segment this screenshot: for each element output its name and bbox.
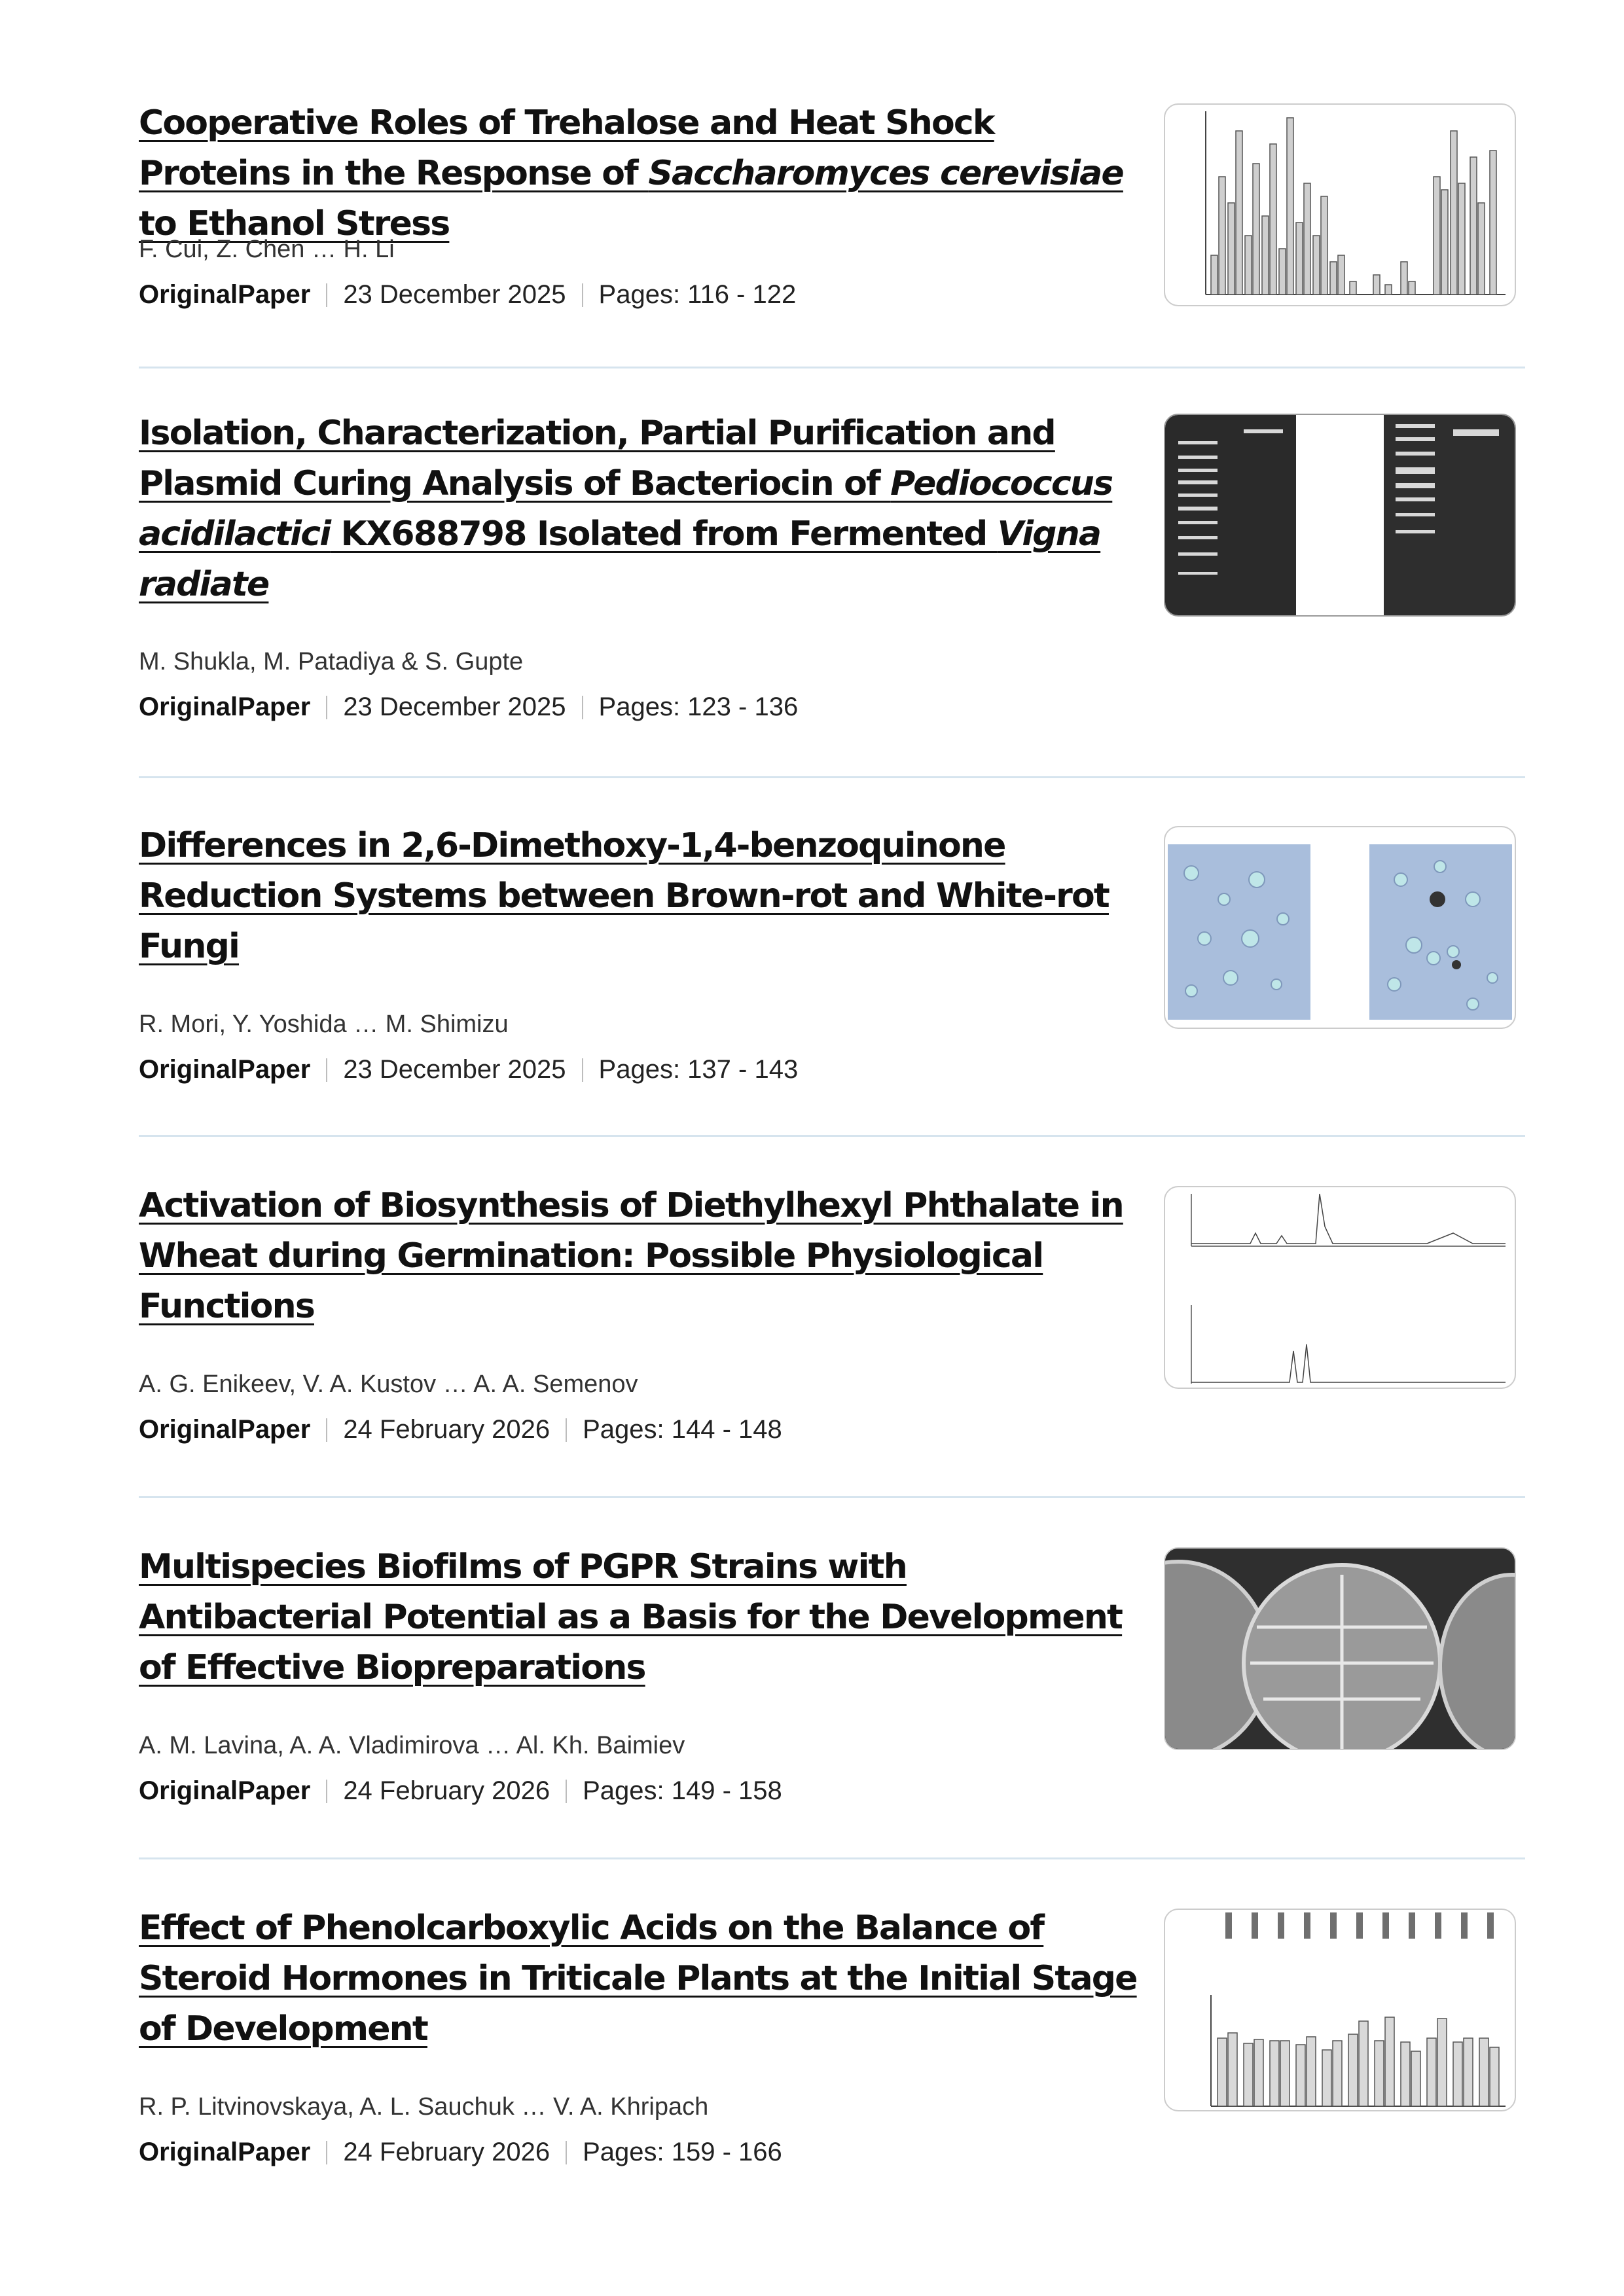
article-title[interactable] [139,1181,1147,1332]
meta-separator [566,1418,567,1442]
chromatogram-figure-icon [1165,1187,1515,1388]
article-date: 24 February 2026 [343,1415,550,1444]
article-item [139,408,1525,736]
article-authors: F. Cui, Z. Chen … H. Li [139,236,395,263]
article-date: 23 December 2025 [343,692,566,721]
article-thumbnail[interactable] [1164,826,1516,1029]
meta-separator [582,696,583,719]
article-title[interactable] [139,1903,1147,2054]
article-type: OriginalPaper [139,692,311,721]
article-type: OriginalPaper [139,1055,311,1084]
title-segment: Differences in 2,6-Dimethoxy-1,4-benzoquinone Reduction Systems between Brown-rot and White-rot Fungi [139,826,1109,966]
article-thumbnail[interactable] [1164,1186,1516,1389]
article-title[interactable] [139,98,1147,249]
article-authors: M. Shukla, M. Patadiya & S. Gupte [139,648,524,675]
article-pages: Pages: 149 - 158 [583,1776,782,1805]
title-segment: Activation of Biosynthesis of Diethylhexyl Phthalate in Wheat during Germination: Possible Physiological Functions [139,1186,1123,1326]
article-type: OriginalPaper [139,2138,311,2166]
article-title[interactable] [139,1542,1147,1693]
article-title-link[interactable] [139,1186,1123,1326]
meta-separator [566,1780,567,1803]
article-divider [139,1496,1525,1498]
article-pages: Pages: 159 - 166 [583,2138,782,2166]
article-thumbnail[interactable] [1164,1909,1516,2111]
bar-chart-figure-icon [1165,105,1515,305]
article-authors: A. G. Enikeev, V. A. Kustov … A. A. Semenov [139,1371,638,1398]
petri-dish-photo-icon [1165,1549,1515,1749]
title-segment: Effect of Phenolcarboxylic Acids on the Balance of Steroid Hormones in Triticale Plants at the Initial Stage of Development [139,1909,1137,2049]
title-italic-segment: Vigna radiate [139,514,1101,604]
article-meta [139,692,798,722]
article-authors: R. P. Litvinovskaya, A. L. Sauchuk … V. A. Khripach [139,2093,709,2121]
meta-separator [582,283,583,307]
article-divider [139,776,1525,778]
article-pages: Pages: 144 - 148 [583,1415,782,1444]
article-title-link[interactable] [139,826,1109,966]
meta-separator [326,283,327,307]
meta-separator [566,2141,567,2164]
article-pages: Pages: 137 - 143 [598,1055,799,1084]
article-date: 23 December 2025 [343,1055,566,1084]
article-item [139,821,1525,1096]
article-divider [139,1857,1525,1859]
meta-separator [326,1418,327,1442]
article-type: OriginalPaper [139,1776,311,1805]
article-date: 24 February 2026 [343,2138,550,2166]
article-meta [139,2138,782,2167]
meta-separator [326,696,327,719]
article-title-link[interactable] [139,103,1123,243]
gel-electrophoresis-figure-icon [1165,415,1515,615]
article-thumbnail[interactable] [1164,1547,1516,1750]
article-authors: R. Mori, Y. Yoshida … M. Shimizu [139,1011,509,1038]
title-segment: KX688798 Isolated from Fermented [330,514,998,554]
article-meta [139,280,796,310]
meta-separator [582,1058,583,1082]
bar-chart-figure-icon [1165,1910,1515,2110]
article-meta [139,1415,782,1444]
meta-separator [326,1780,327,1803]
article-divider [139,367,1525,368]
article-title[interactable] [139,821,1147,972]
title-segment: to Ethanol Stress [139,204,450,243]
article-item [139,1903,1525,2178]
article-meta [139,1055,798,1085]
article-item [139,1181,1525,1456]
article-pages: Pages: 116 - 122 [598,280,797,309]
title-segment: Cooperative Roles of Trehalose and Heat Shock Proteins in the Response of [139,103,994,193]
meta-separator [326,1058,327,1082]
article-divider [139,1135,1525,1137]
article-item [139,1542,1525,1817]
article-title[interactable] [139,408,1147,610]
article-title-link[interactable] [139,414,1112,604]
article-date: 23 December 2025 [343,280,566,309]
article-title-link[interactable] [139,1547,1122,1687]
title-italic-segment: Saccharomyces cerevisiae [648,154,1123,193]
article-date: 24 February 2026 [343,1776,550,1805]
article-item [139,98,1525,321]
article-meta [139,1776,782,1806]
article-authors: A. M. Lavina, A. A. Vladimirova … Al. Kh. Baimiev [139,1732,685,1759]
title-segment: Isolation, Characterization, Partial Purification and Plasmid Curing Analysis of Bacteriocin of [139,414,1055,503]
article-thumbnail[interactable] [1164,414,1516,617]
microscopy-figure-icon [1165,827,1515,1028]
article-type: OriginalPaper [139,280,311,309]
meta-separator [326,2141,327,2164]
article-thumbnail[interactable] [1164,103,1516,306]
title-segment: Multispecies Biofilms of PGPR Strains with Antibacterial Potential as a Basis for the Development of Effective Biopreparations [139,1547,1123,1687]
article-pages: Pages: 123 - 136 [598,692,799,721]
title-italic-segment: Pediococcus acidilactici [139,464,1113,554]
article-title-link[interactable] [139,1909,1137,2049]
article-type: OriginalPaper [139,1415,311,1444]
